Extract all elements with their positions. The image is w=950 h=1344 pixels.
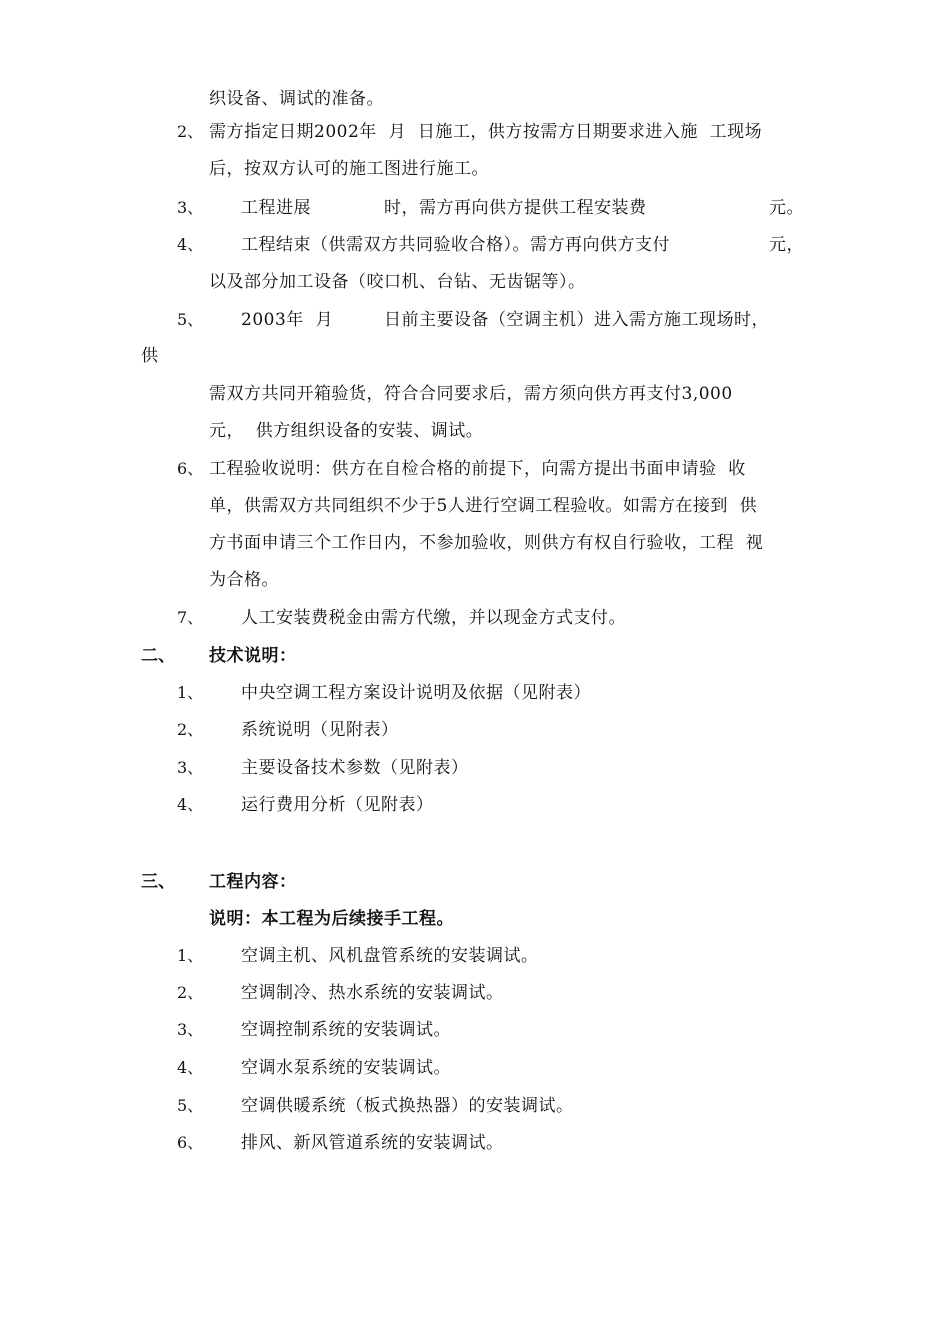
item-number: 1、	[177, 946, 204, 965]
section-title: 工程内容：	[209, 872, 297, 892]
paragraph-continuation: 织设备、调试的准备。	[209, 89, 384, 109]
item-number: 3、	[177, 198, 204, 217]
item-text: 空调供暖系统（板式换热器）的安装调试。	[241, 1096, 574, 1116]
item-number: 1、	[177, 683, 204, 702]
item-text: 空调水泵系统的安装调试。	[241, 1058, 451, 1078]
item-text: 元。	[769, 198, 804, 218]
item-text: 中央空调工程方案设计说明及依据（见附表）	[241, 683, 591, 703]
item-text: 日前主要设备（空调主机）进入需方施工现场时，	[384, 310, 769, 330]
item-text: 空调主机、风机盘管系统的安装调试。	[241, 946, 539, 966]
item-text: 工程进展	[241, 198, 311, 218]
item-text: 工程结束（供需双方共同验收合格）。需方再向供方支付	[241, 235, 670, 255]
item-number: 4、	[177, 235, 204, 254]
item-number: 2、	[177, 983, 204, 1002]
item-number: 4、	[177, 795, 204, 814]
item-text: 工程验收说明：供方在自检合格的前提下，向需方提出书面申请验 收	[209, 459, 746, 479]
item-text: 空调制冷、热水系统的安装调试。	[241, 983, 504, 1003]
item-text: 需方指定日期2002年 月 日施工，供方按需方日期要求进入施 工现场	[209, 122, 763, 142]
section-number: 三、	[141, 872, 175, 892]
item-text: 空调控制系统的安装调试。	[241, 1020, 451, 1040]
item-text: 时，需方再向供方提供工程安装费	[384, 198, 647, 218]
item-number: 5、	[177, 1096, 204, 1115]
item-number: 3、	[177, 758, 204, 777]
item-text: 需双方共同开箱验货，符合合同要求后，需方须向供方再支付3,000	[209, 384, 733, 404]
item-text: 方书面申请三个工作日内，不参加验收，则供方有权自行验收，工程 视	[209, 533, 764, 553]
item-text: 2003年 月	[241, 310, 334, 330]
item-text: 供	[141, 346, 159, 366]
item-text: 运行费用分析（见附表）	[241, 795, 434, 815]
item-text: 以及部分加工设备（咬口机、台钻、无齿锯等）。	[209, 272, 586, 292]
item-text: 主要设备技术参数（见附表）	[241, 758, 469, 778]
item-text: 元， 供方组织设备的安装、调试。	[209, 421, 484, 441]
item-number: 2、	[177, 720, 204, 739]
section-note: 说明：本工程为后续接手工程。	[209, 909, 454, 929]
item-text: 为合格。	[209, 570, 279, 590]
item-text: 后，按双方认可的施工图进行施工。	[209, 159, 489, 179]
item-text: 元，	[769, 235, 804, 255]
item-text: 系统说明（见附表）	[241, 720, 399, 740]
item-number: 6、	[177, 459, 204, 478]
item-text: 人工安装费税金由需方代缴，并以现金方式支付。	[241, 608, 626, 628]
item-number: 7、	[177, 608, 204, 627]
item-text: 排风、新风管道系统的安装调试。	[241, 1133, 504, 1153]
item-number: 2、	[177, 122, 204, 141]
section-title: 技术说明：	[209, 646, 297, 666]
section-number: 二、	[141, 646, 175, 666]
item-number: 6、	[177, 1133, 204, 1152]
item-number: 3、	[177, 1020, 204, 1039]
item-text: 单，供需双方共同组织不少于5人进行空调工程验收。如需方在接到 供	[209, 496, 758, 516]
item-number: 4、	[177, 1058, 204, 1077]
item-number: 5、	[177, 310, 204, 329]
